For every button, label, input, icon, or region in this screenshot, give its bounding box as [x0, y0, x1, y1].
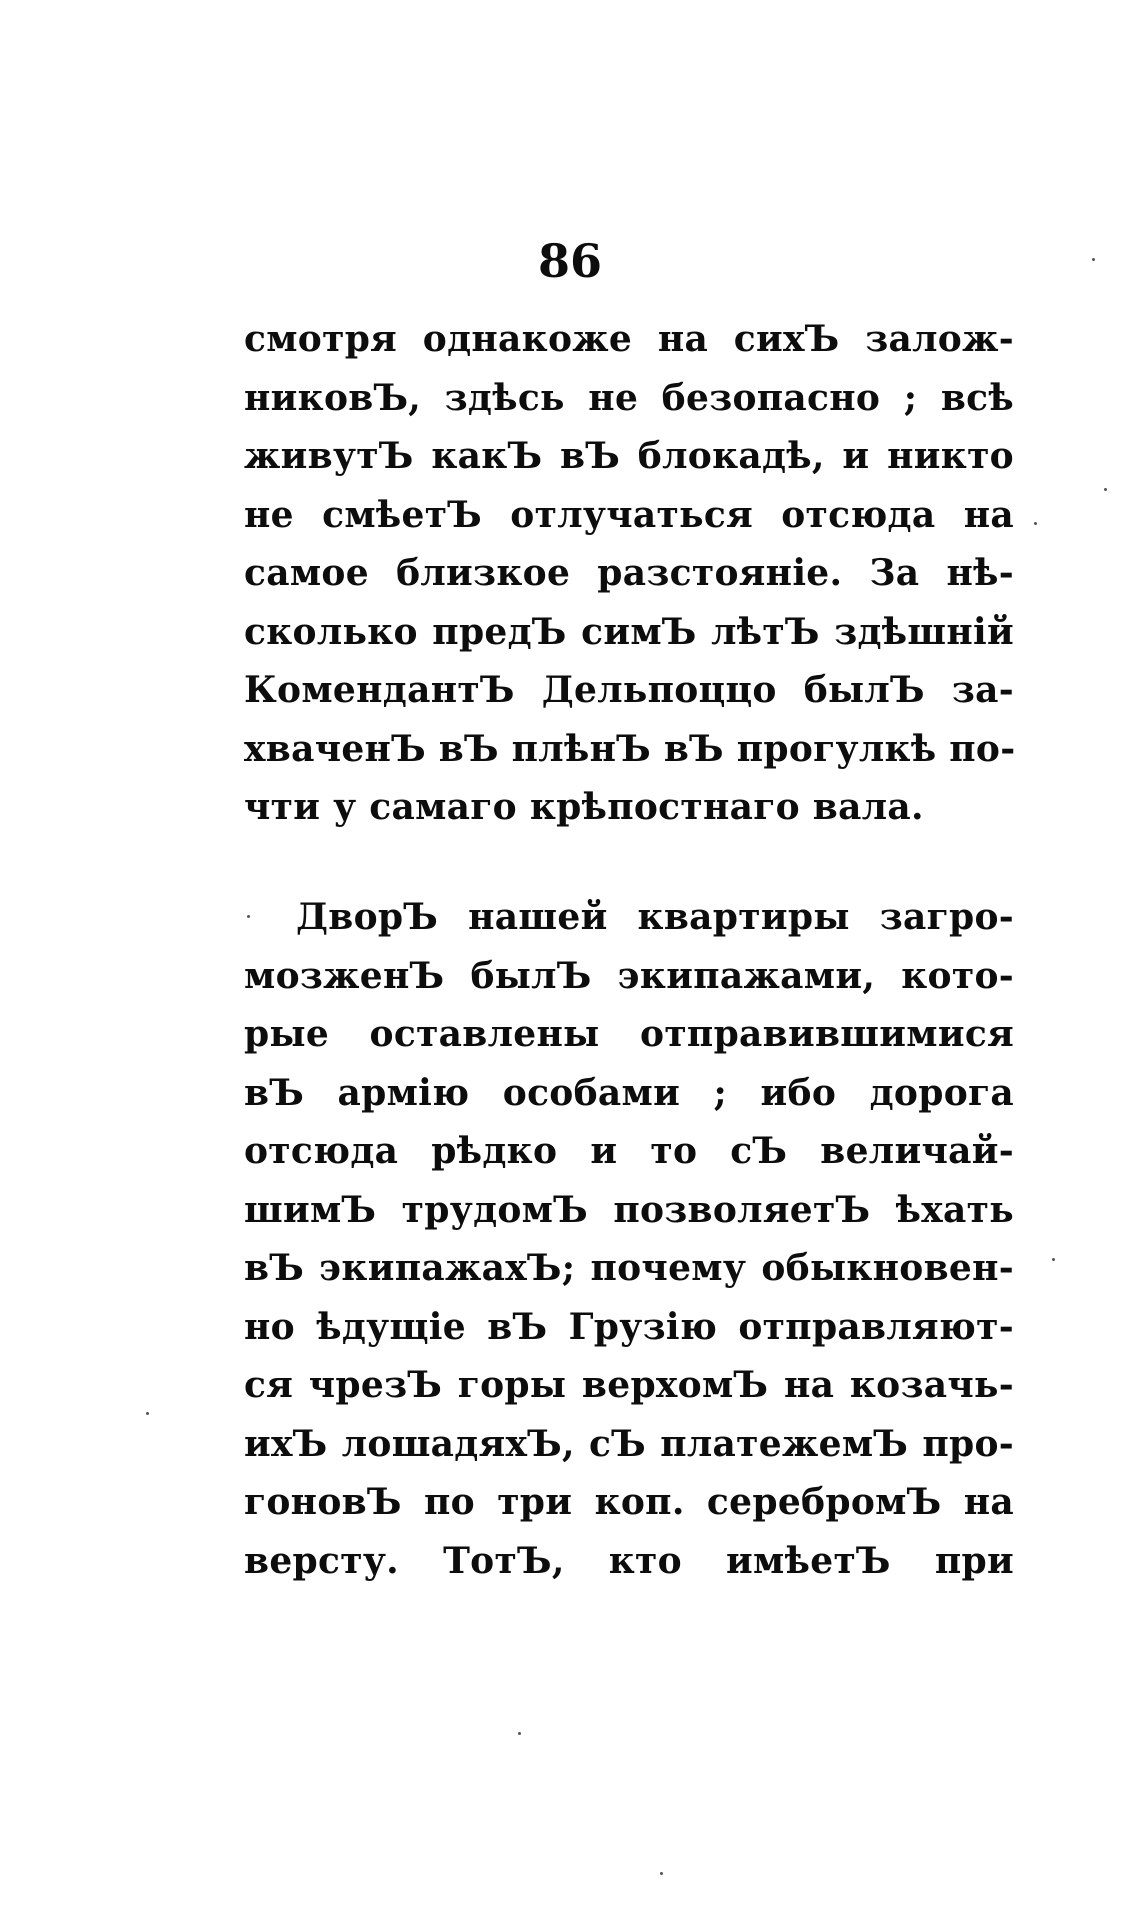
text-line: хваченЪ вЪ плѣнЪ вЪ прогулкѣ по- [244, 727, 1016, 770]
text-line: ся чрезЪ горы верхомЪ на козачь- [244, 1364, 1014, 1406]
text-line: самое близкое разстояніе. За нѣ- [244, 552, 1014, 594]
text-line: КомендантЪ Дельпоццо былЪ за- [244, 669, 1014, 711]
text-line: живутЪ какЪ вЪ блокадѣ, и никто [244, 435, 1014, 477]
text-line: рые оставлены отправившимися [244, 1013, 1014, 1055]
page-number: 86 [537, 234, 602, 288]
paragraph-2 [244, 888, 1014, 1590]
text-line: версту. ТотЪ, кто имѣетЪ при [244, 1539, 1014, 1582]
text-line: шимЪ трудомЪ позволяетЪ ѣхать [244, 1188, 1014, 1231]
text-line: но ѣдущіе вЪ Грузію отправляют- [244, 1305, 1014, 1348]
text-line: ихЪ лошадяхЪ, сЪ платежемЪ про- [244, 1422, 1014, 1465]
paragraph-1 [244, 310, 1014, 837]
text-line: ДворЪ нашей квартиры загро- [296, 896, 1014, 938]
scan-speck [660, 1872, 663, 1875]
text-line: смотря однакоже на сихЪ залож- [244, 318, 1014, 360]
scan-speck [146, 1412, 149, 1415]
text-line: чти у самаго крѣпостнаго вала. [244, 786, 924, 828]
text-line: мозженЪ былЪ экипажами, кото- [244, 954, 1014, 997]
text-line: сколько предЪ симЪ лѣтЪ здѣшній [244, 610, 1014, 653]
text-line: отсюда рѣдко и то сЪ величай- [244, 1130, 1014, 1172]
text-line: никовЪ, здѣсь не безопасно ; всѣ [244, 376, 1014, 419]
scan-speck [1052, 1258, 1055, 1261]
scan-speck [1104, 488, 1107, 491]
text-line: вЪ армію особами ; ибо дорога [244, 1071, 1014, 1114]
scan-speck [518, 1732, 521, 1735]
scan-speck [1092, 258, 1095, 261]
text-line: вЪ экипажахЪ; почему обыкновен- [244, 1247, 1014, 1289]
scan-speck [1034, 522, 1037, 525]
text-line: не смѣетЪ отлучаться отсюда на [244, 493, 1014, 536]
text-line: гоновЪ по три коп. серебромЪ на [244, 1481, 1014, 1523]
scan-speck [247, 915, 250, 918]
